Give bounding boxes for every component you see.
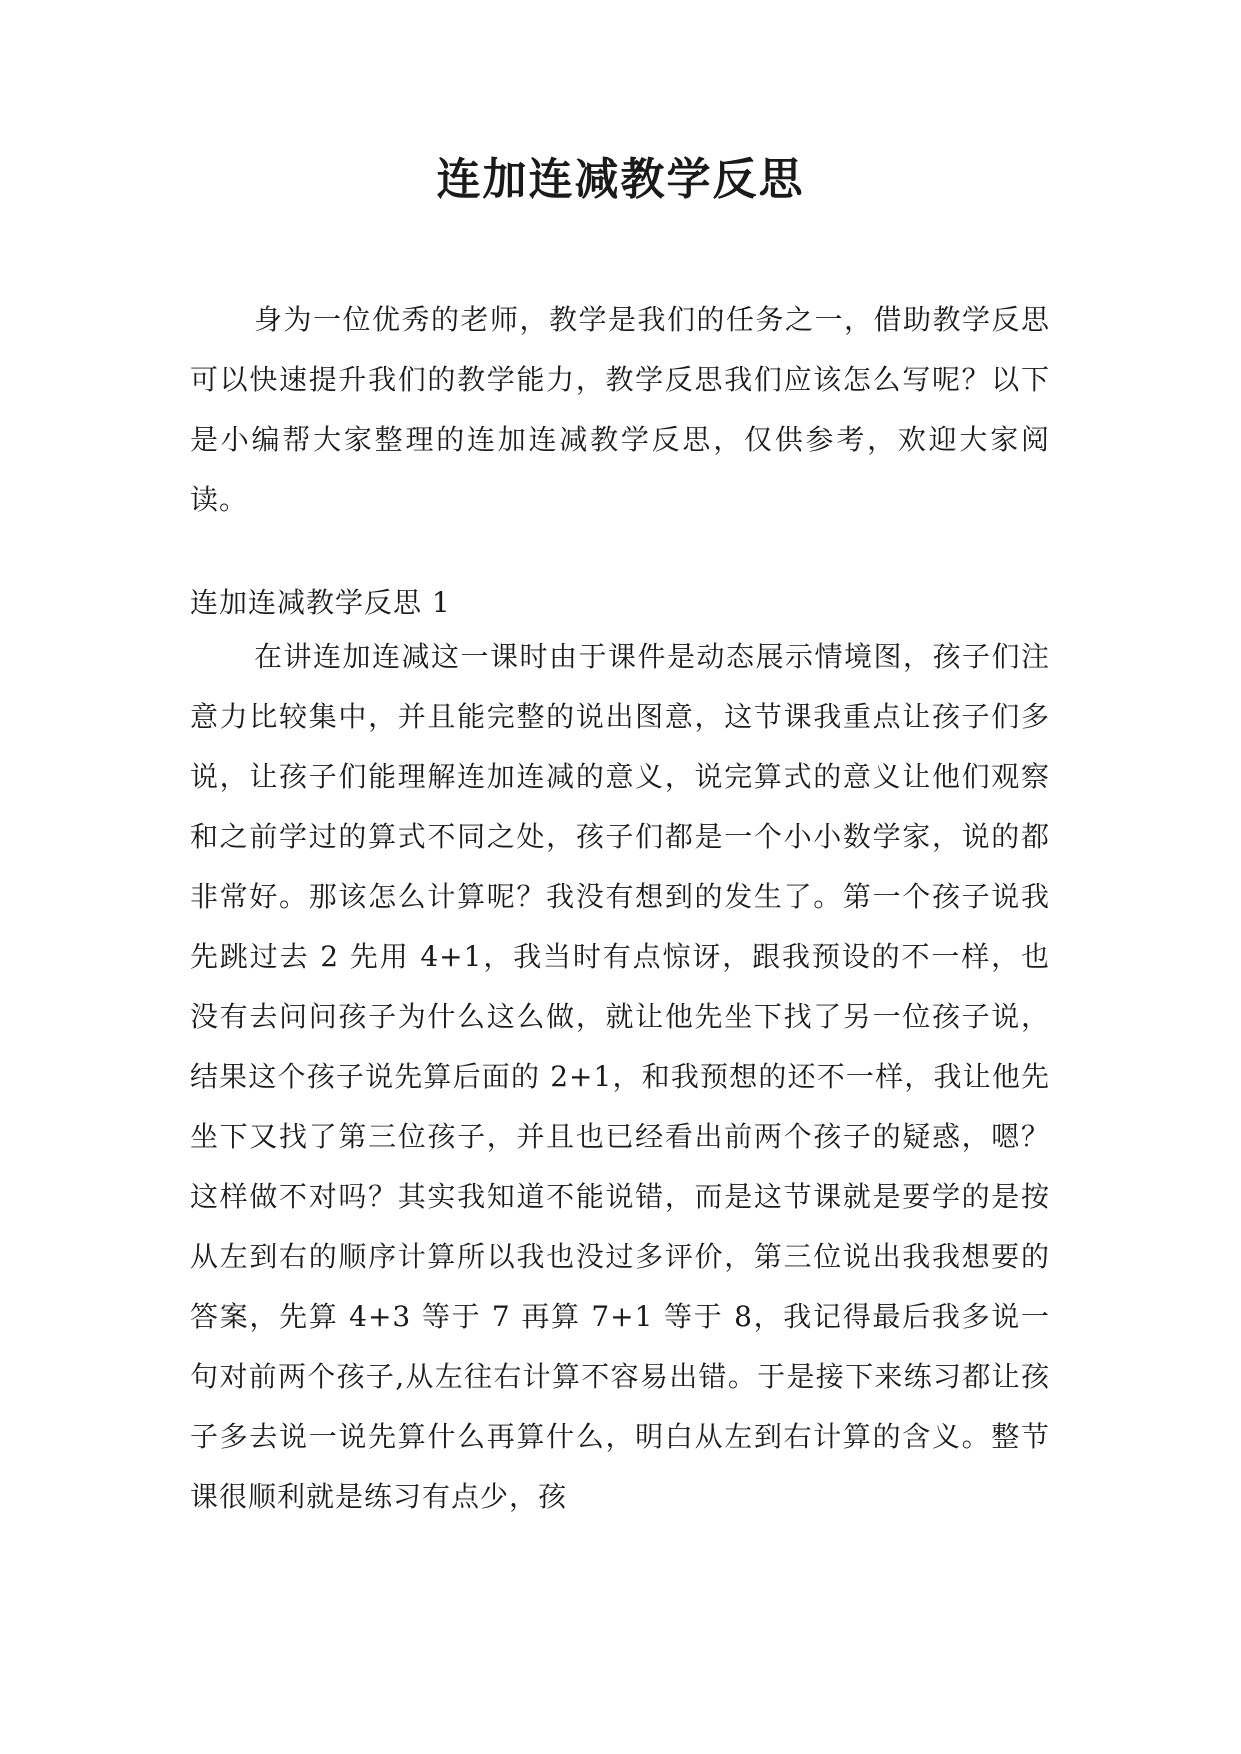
document-title: 连加连减教学反思 — [436, 154, 805, 205]
section-heading: 连加连减教学反思 1 — [190, 586, 451, 619]
section-paragraph: 在讲连加连减这一课时由于课件是动态展示情境图，孩子们注意力比较集中，并且能完整的说出图意，这节课我重点让孩子们多说，让孩子们能理解连加连减的意义，说完算式的意义让他们观察和之前学过的算式不同之处，孩子们都是一个小小数学家，说的都非常好。那该怎么计算呢？我没有想到的发生了。第一个孩子说我先跳过去 2 先用 4+1，我当时有点惊讶，跟我预设的不一样，也没有去问问孩子为什么这么做，就让他先坐下找了另一位孩子说，结果这个孩子说先算后面的 2+1，和我预想的还不一样，我让他先坐下又找了第三位孩子，并且也已经看出前两个孩子的疑惑，嗯？这样做不对吗？其实我知道不能说错，而是这节课就是要学的是按从左到右的顺序计算所以我也没过多评价，第三位说出我我想要的答案，先算 4+3 等于 7 再算 7+1 等于 8，我记得最后我多说一句对前两个孩子,从左往右计算不容易出错。于是接下来练习都让孩子多去说一说先算什么再算什么，明白从左到右计算的含义。整节课很顺利就是练习有点少，孩 — [190, 640, 1050, 1513]
intro-paragraph: 身为一位优秀的老师，教学是我们的任务之一，借助教学反思可以快速提升我们的教学能力，教学反思我们应该怎么写呢？以下是小编帮大家整理的连加连减教学反思，仅供参考，欢迎大家阅读。 — [190, 303, 1050, 516]
